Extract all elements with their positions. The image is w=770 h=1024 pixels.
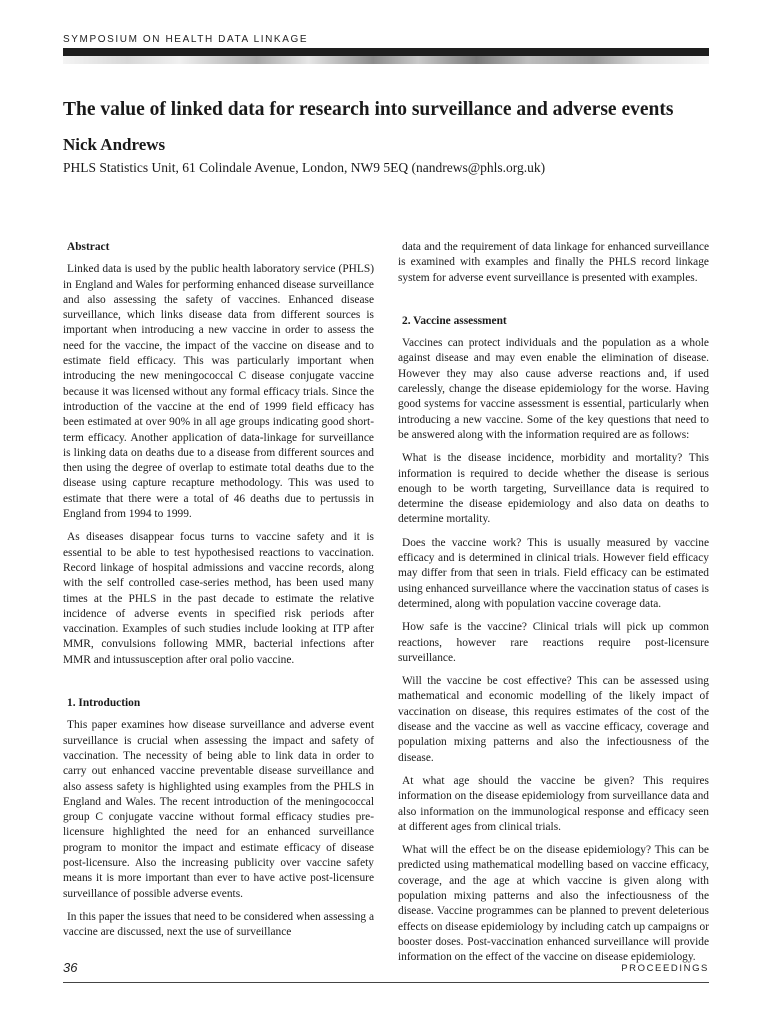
running-head: SYMPOSIUM ON HEALTH DATA LINKAGE [63, 34, 309, 45]
header-bar-solid [63, 48, 709, 56]
right-column [398, 240, 709, 973]
footer-rule [63, 982, 709, 983]
introduction-paragraph: This paper examines how disease surveillance and adverse event surveillance is crucial when assessing the impact and safety of vaccination. The necessity of being able to link data in order to carry out enhanced vaccine preventable disease surveillance and also assess safety is highlighted using examples from the PHLS in England and Wales. The recent introduction of the meningococcal group C conjugate vaccine without formal efficacy studies pre-licensure highlighted the need for an enhanced surveillance program to monitor the impact and estimate efficacy of disease post-licensure. Also the increasing publicity over vaccine safety means it is more important than ever to have active post-licensure surveillance of possible adverse events. [63, 719, 374, 900]
introduction-continuation: data and the requirement of data linkage for enhanced surveillance is examined with examples and finally the PHLS record linkage system for adverse event surveillance is presented with examples. [398, 241, 709, 284]
vaccine-assessment-paragraph: At what age should the vaccine be given? This requires information on the disease epidemiology from surveillance data and also information on the immunological response and efficacy seen at different ages from clinical trials. [398, 774, 709, 833]
abstract-heading: Abstract [67, 241, 110, 253]
vaccine-assessment-paragraph: What will the effect be on the disease epidemiology? This can be predicted using mathematical modelling based on vaccine efficacy, coverage, and the age at which vaccine is given along with population mixing patterns and also the infectiousness of the disease. Vaccine programmes can be planned to prevent deleterious effects on disease epidemiology by including catch up campaigns or booster doses. Post-vaccination enhanced surveillance will provide information on the effect of the vaccine on disease epidemiology. [398, 844, 709, 964]
vaccine-assessment-heading: 2. Vaccine assessment [402, 314, 507, 327]
author-affiliation: PHLS Statistics Unit, 61 Colindale Avenue, London, NW9 5EQ (nandrews@phls.org.uk) [63, 160, 546, 175]
abstract-paragraph: Linked data is used by the public health laboratory service (PHLS) in England and Wales for performing enhanced disease surveillance and also assessing the safety of vaccines. Enhanced disease surveillance, which links disease data from different sources is important when introducing a new vaccine in order to assess the need for the vaccine, the impact of the vaccine on disease and to estimate field efficacy. This was particularly important when introducing the new meningococcal C disease conjugate vaccine because it was licensed without any formal efficacy trials. Since the introduction of the vaccine at the end of 1999 field efficacy has been estimated at over 90% in all age groups indicating good short-term efficacy. Another application of data-linkage for surveillance is linking data on deaths due to a disease from different sources and then using the degree of overlap to estimate total deaths due to the disease using capture recapture methodology. This was used to estimate that there were a total of 46 deaths due to pertussis in England from 1994 to 1999. [63, 263, 374, 521]
vaccine-assessment-paragraph: Vaccines can protect individuals and the population as a whole against disease and may even enable the elimination of disease. However they may also cause adverse reactions and, if used carelessly, change the disease epidemiology for the worse. Having good systems for vaccine assessment is essential, particularly when introducing a new vaccine. Some of the key questions that need to be answered along with the information required are as follows: [398, 337, 709, 441]
paper-title: The value of linked data for research into surveillance and adverse events [63, 99, 674, 120]
vaccine-assessment-paragraph: What is the disease incidence, morbidity and mortality? This information is required to decide whether the disease is serious enough to be worth targeting, Surveillance data is required to determine the disease epidemiology and also data on deaths to determine mortality. [398, 452, 709, 526]
vaccine-assessment-paragraph: Will the vaccine be cost effective? This can be assessed using mathematical and economic modelling of the likely impact of vaccination on disease, this requires estimates of the cost of the disease and the vaccine as well as vaccine efficacy, coverage and population mixing patterns and also the infectiousness of the disease. [398, 675, 709, 764]
vaccine-assessment-paragraph: Does the vaccine work? This is usually measured by vaccine efficacy and is determined in clinical trials. However field efficacy may differ from that seen in trials. Field efficacy can be estimated using enhanced surveillance where the vaccination status of cases is determined, along with population vaccine coverage data. [398, 536, 709, 610]
left-column [63, 240, 374, 948]
header-decorative-bar [63, 48, 709, 64]
vaccine-assessment-paragraph: How safe is the vaccine? Clinical trials will pick up common reactions, however rare reactions require post-licensure surveillance. [398, 621, 709, 664]
author-name: Nick Andrews [63, 135, 166, 154]
page-number: 36 [63, 960, 78, 975]
introduction-heading: 1. Introduction [67, 697, 141, 710]
abstract-paragraph: As diseases disappear focus turns to vaccine safety and it is essential to be able to test hypothesised reactions to vaccination. Record linkage of hospital admissions and vaccine records, along with the self controlled case-series method, has been used many times at the PHLS in the past decade to estimate the relative incidence of adverse events in specified risk periods after vaccination. Examples of such studies include looking at ITP after MMR, convulsions following MMR, bacterial infections after MMR and intussusception after oral polio vaccine. [63, 531, 374, 666]
introduction-paragraph: In this paper the issues that need to be considered when assessing a vaccine are discussed, next the use of surveillance [63, 910, 374, 939]
header-bar-texture [63, 56, 709, 64]
footer-label: PROCEEDINGS [621, 963, 709, 974]
